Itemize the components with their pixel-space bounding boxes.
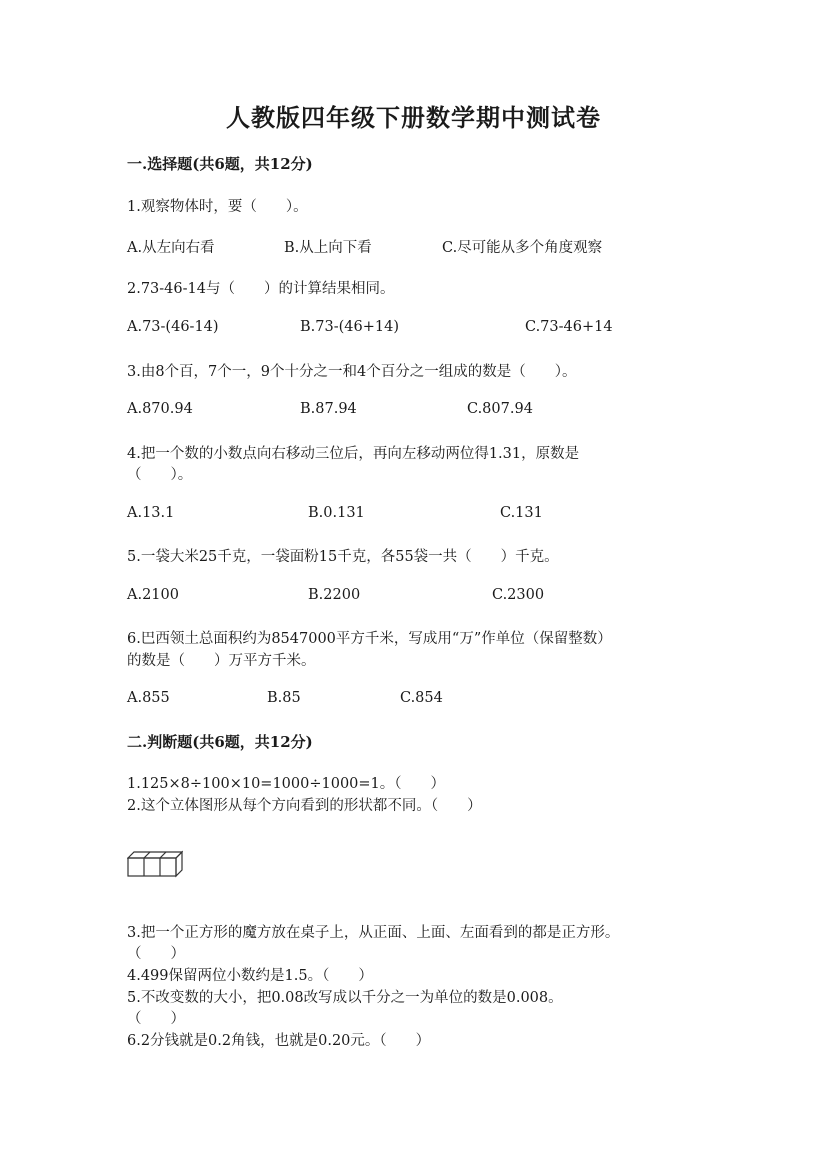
- q4-option-a: A.13.1: [127, 505, 175, 521]
- q2-option-b: B.73-(46+14): [300, 319, 399, 335]
- judge-4: 4.499保留两位小数约是1.5。（ ）: [127, 968, 373, 984]
- q3-option-b: B.87.94: [300, 401, 357, 417]
- q2-option-c: C.73-46+14: [525, 319, 613, 335]
- question-1: 1.观察物体时，要（ ）。: [127, 199, 308, 215]
- judge-5: 5.不改变数的大小，把0.08改写成以千分之一为单位的数是0.008。: [127, 990, 563, 1006]
- judge-3: 3.把一个正方形的魔方放在桌子上，从正面、上面、左面看到的都是正方形。: [127, 925, 620, 941]
- question-3: 3.由8个百，7个一，9个十分之一和4个百分之一组成的数是（ ）。: [127, 364, 577, 380]
- q2-option-a: A.73-(46-14): [127, 319, 219, 335]
- q5-option-a: A.2100: [127, 587, 179, 603]
- section-2-title: 二.判断题(共6题，共12分): [127, 733, 313, 751]
- q1-option-c: C.尽可能从多个角度观察: [442, 240, 603, 256]
- q6-option-a: A.855: [127, 690, 170, 706]
- question-4-cont: （ ）。: [127, 467, 193, 483]
- q5-option-b: B.2200: [308, 587, 361, 603]
- judge-5-cont: （ ）: [127, 1011, 185, 1027]
- q1-option-a: A.从左向右看: [127, 240, 215, 256]
- question-6: 6.巴西领土总面积约为8547000平方千米，写成用“万”作单位（保留整数）: [127, 631, 612, 647]
- q6-option-c: C.854: [400, 690, 443, 706]
- q4-option-b: B.0.131: [308, 505, 365, 521]
- q5-option-c: C.2300: [492, 587, 545, 603]
- q3-option-c: C.807.94: [467, 401, 533, 417]
- page-title: 人教版四年级下册数学期中测试卷: [226, 103, 601, 132]
- q1-option-b: B.从上向下看: [284, 240, 372, 256]
- q6-option-b: B.85: [267, 690, 301, 706]
- question-2: 2.73-46-14与（ ）的计算结果相同。: [127, 281, 395, 297]
- judge-3-cont: （ ）: [127, 946, 185, 962]
- q4-option-c: C.131: [500, 505, 543, 521]
- question-6-cont: 的数是（ ）万平方千米。: [127, 653, 316, 669]
- question-4: 4.把一个数的小数点向右移动三位后，再向左移动两位得1.31，原数是: [127, 446, 580, 462]
- question-5: 5.一袋大米25千克，一袋面粉15千克，各55袋一共（ ）千克。: [127, 549, 559, 565]
- judge-2: 2.这个立体图形从每个方向看到的形状都不同。（ ）: [127, 798, 482, 814]
- section-1-title: 一.选择题(共6题，共12分): [127, 155, 313, 173]
- judge-1: 1.125×8÷100×10=1000÷1000=1。（ ）: [127, 776, 446, 792]
- q3-option-a: A.870.94: [127, 401, 193, 417]
- three-cubes-icon: [127, 850, 183, 878]
- judge-6: 6.2分钱就是0.2角钱，也就是0.20元。（ ）: [127, 1033, 431, 1049]
